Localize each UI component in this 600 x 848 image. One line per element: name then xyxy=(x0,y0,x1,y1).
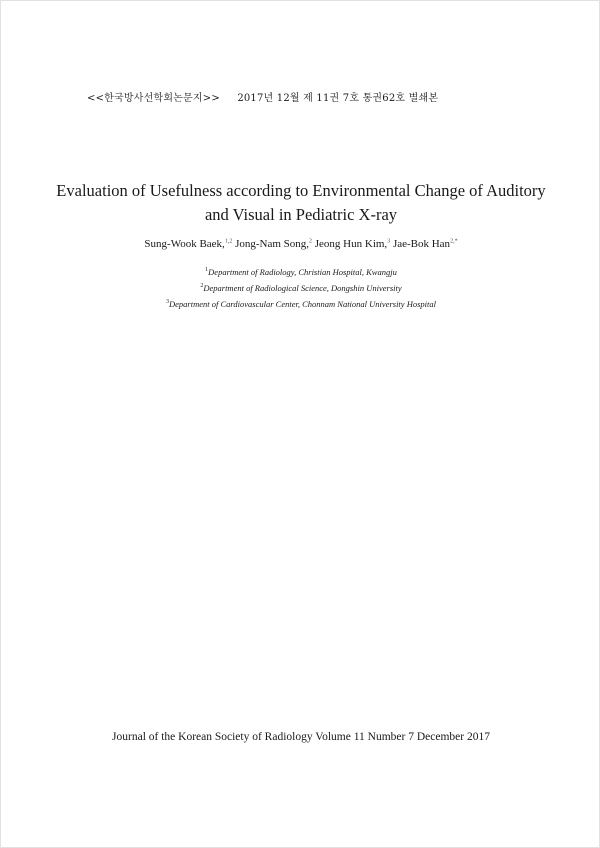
author: Sung-Wook Baek,$^{1,2}$ xyxy=(144,238,233,250)
issue-info-korean: 2017년 12월 제 11권 7호 통권62호 별쇄본 xyxy=(237,93,439,104)
title-line-1: Evaluation of Usefulness according to Environmental Change of Auditory xyxy=(56,181,546,200)
paper-title xyxy=(41,179,561,227)
journal-citation: Journal of the Korean Society of Radiology Volume 11 Number 7 December 2017 xyxy=(112,731,490,743)
reprint-header xyxy=(87,89,452,104)
author: Jae-Bok Han$^{2,*}$ xyxy=(392,238,458,250)
affiliation: $^2$Department of Radiological Science, Dongshin University xyxy=(200,282,402,293)
journal-name-korean: <<한국방사선학회논문지>> xyxy=(87,93,220,104)
title-line-2: and Visual in Pediatric X-ray xyxy=(204,205,398,224)
author-list xyxy=(41,238,561,250)
author: Jeong Hun Kim,$^3$ xyxy=(314,238,391,250)
affiliation-list xyxy=(41,263,561,310)
author: Jong-Nam Song,$^2$ xyxy=(235,238,313,250)
affiliation: $^3$Department of Cardiovascular Center, Chonnam National University Hospital xyxy=(166,298,436,309)
affiliation: $^1$Department of Radiology, Christian Hospital, Kwangju xyxy=(205,266,397,277)
